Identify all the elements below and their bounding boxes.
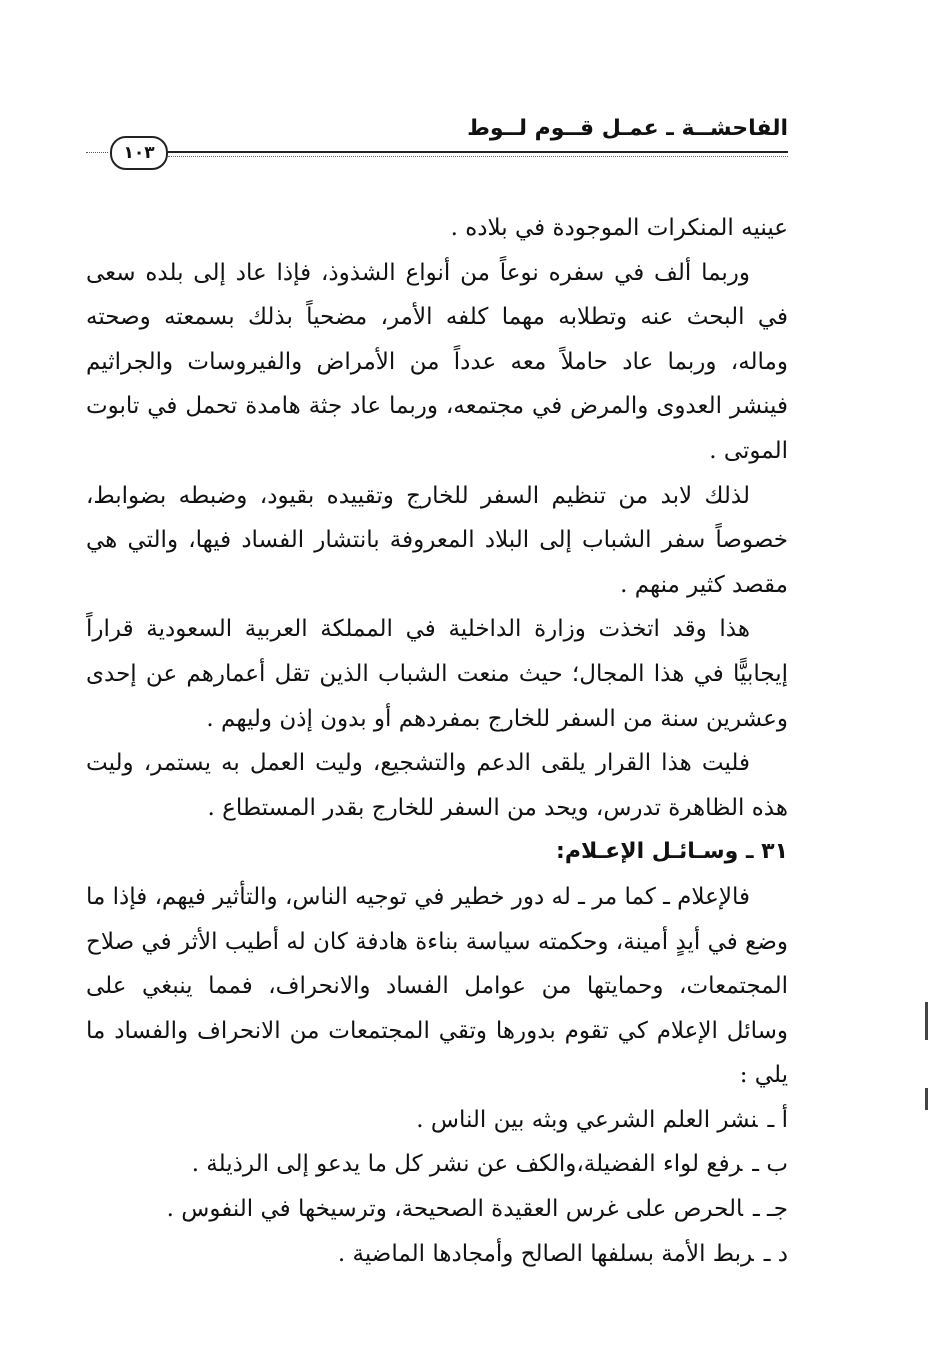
paragraph-continuation: عينيه المنكرات الموجودة في بلاده .	[450, 215, 788, 241]
body-text	[86, 206, 788, 1276]
page-number: ١٠٣	[123, 143, 155, 163]
list-item-text: رفع لواء الفضيلة،والكف عن نشر كل ما يدعو إلى الرذيلة .	[191, 1151, 743, 1178]
list-item	[86, 1187, 788, 1232]
list-item-marker: د ـ	[763, 1240, 788, 1267]
list-item-marker: ب ـ	[752, 1151, 788, 1178]
list-item	[86, 1142, 788, 1187]
paragraph-ministry-decision: هذا وقد اتخذت وزارة الداخلية في المملكة العربية السعودية قراراً إيجابيًّا في هذا المجال؛ حيث منعت الشباب الذين تقل أعمارهم عن إحدى وعشرين سنة من السفر للخارج بمفردهم أو بدون إذن وليهم .	[86, 616, 788, 732]
list-item	[86, 1232, 788, 1277]
section-heading-media: ٣١ ـ وسـائـل الإعـلام:	[556, 839, 788, 865]
list-item-text: ربط الأمة بسلفها الصالح وأمجادها الماضية .	[337, 1240, 754, 1267]
scan-edge-mark	[925, 1002, 928, 1040]
paragraph-media-intro: فالإعلام ـ كما مر ـ له دور خطير في توجيه الناس، والتأثير فيهم، فإذا ما وضع في أيدٍ أمينة، وحكمته سياسة بناءة هادفة كان له أطيب الأثر في صلاح المجتمعات، وحمايتها من عوامل الفساد والانحراف، فمما ينبغي على وسائل الإعلام كي تقوم بدورها وتقي المجتمعات من الانحراف والفساد ما يلي :	[86, 883, 788, 1089]
page-number-badge	[110, 136, 168, 170]
list-item-marker: جـ ـ	[752, 1196, 788, 1223]
media-duties-list	[86, 1098, 788, 1276]
list-item-text: الحرص على غرس العقيدة الصحيحة، وترسيخها في النفوس .	[166, 1196, 743, 1223]
list-item	[86, 1098, 788, 1143]
header-rule-left	[86, 152, 108, 153]
header-rule	[168, 151, 788, 157]
scan-edge-mark	[925, 1088, 928, 1110]
list-item-text: نشر العلم الشرعي وبثه بين الناس .	[416, 1106, 758, 1133]
running-header-title: الفاحشــة ـ عمـل قــوم لــوط	[467, 116, 788, 141]
paragraph-support-wish: فليت هذا القرار يلقى الدعم والتشجيع، وليت العمل به يستمر، وليت هذه الظاهرة تدرس، ويحد من السفر للخارج بقدر المستطاع .	[86, 750, 788, 821]
paragraph-travel-regulation: لذلك لابد من تنظيم السفر للخارج وتقييده بقيود، وضبطه بضوابط، خصوصاً سفر الشباب إلى البلاد المعروفة بانتشار الفساد فيها، والتي هي مقصد كثير منهم .	[86, 482, 788, 598]
paragraph-travel-deviance: وربما ألف في سفره نوعاً من أنواع الشذوذ، فإذا عاد إلى بلده سعى في البحث عنه وتطلابه مهما كلفه الأمر، مضحياً بذلك بسمعته وصحته وماله، وربما عاد حاملاً معه عدداً من الأمراض والفيروسات والجراثيم فينشر العدوى والمرض في مجتمعه، وربما عاد جثة هامدة تحمل في تابوت الموتى .	[86, 259, 788, 464]
list-item-marker: أ ـ	[767, 1106, 788, 1133]
